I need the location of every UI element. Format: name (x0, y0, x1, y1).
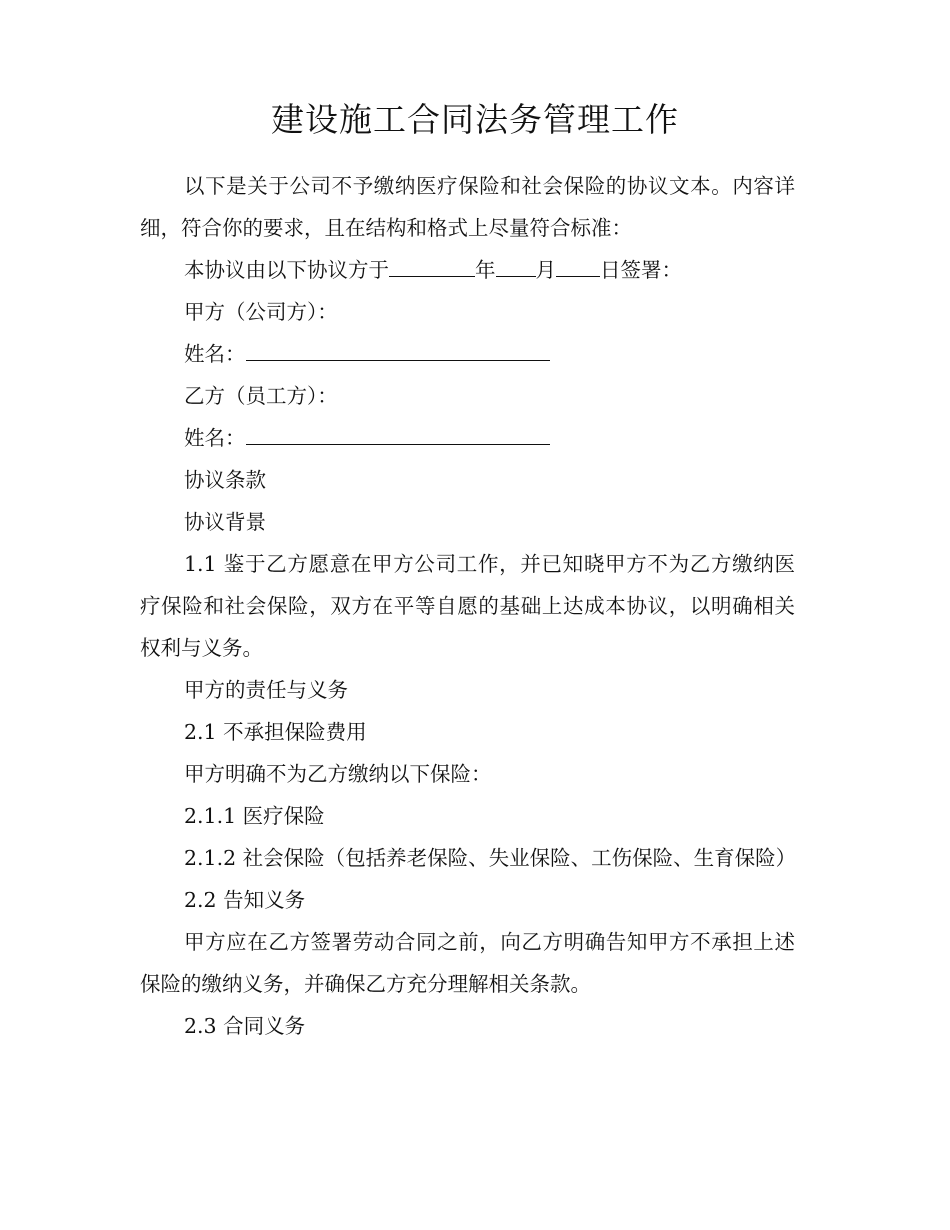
year-label: 年 (475, 258, 496, 282)
clause-2-1: 2.1 不承担保险费用 (184, 720, 367, 744)
signing-prefix: 本协议由以下协议方于 (184, 258, 389, 282)
clause-2-2-text: 甲方应在乙方签署劳动合同之前，向乙方明确告知甲方不承担上述保险的缴纳义务，并确保乙方充分理解相关条款。 (140, 930, 795, 996)
day-label: 日签署： (600, 258, 682, 282)
party-a-name-label: 姓名： (184, 342, 246, 366)
background-heading: 协议背景 (184, 510, 266, 534)
party-a-name-line (140, 333, 795, 375)
month-blank[interactable] (496, 256, 536, 277)
day-blank[interactable] (556, 256, 600, 277)
party-b-name-blank[interactable] (246, 424, 550, 445)
month-label: 月 (535, 258, 556, 282)
party-b-name-label: 姓名： (184, 426, 246, 450)
clause-2-1-1: 2.1.1 医疗保险 (184, 804, 325, 828)
party-a-name-blank[interactable] (246, 340, 550, 361)
party-b-label: 乙方（员工方）： (184, 384, 338, 408)
clause-2-2: 2.2 告知义务 (184, 888, 306, 912)
signing-line (140, 249, 795, 291)
party-a-label: 甲方（公司方）： (184, 300, 338, 324)
year-blank[interactable] (389, 256, 475, 277)
clause-2-1-text: 甲方明确不为乙方缴纳以下保险： (184, 762, 492, 786)
clauses-heading: 协议条款 (184, 468, 266, 492)
document-body (140, 165, 795, 1047)
document-title: 建设施工合同法务管理工作 (271, 100, 679, 139)
party-b-name-line (140, 417, 795, 459)
party-a-duties-heading: 甲方的责任与义务 (184, 678, 348, 702)
clause-2-3: 2.3 合同义务 (184, 1014, 306, 1038)
clause-2-1-2: 2.1.2 社会保险（包括养老保险、失业保险、工伤保险、生育保险） (184, 846, 797, 870)
intro-paragraph: 以下是关于公司不予缴纳医疗保险和社会保险的协议文本。内容详细，符合你的要求，且在结构和格式上尽量符合标准： (140, 174, 795, 240)
clause-1-1: 1.1 鉴于乙方愿意在甲方公司工作，并已知晓甲方不为乙方缴纳医疗保险和社会保险，双方在平等自愿的基础上达成本协议，以明确相关权利与义务。 (140, 552, 795, 660)
